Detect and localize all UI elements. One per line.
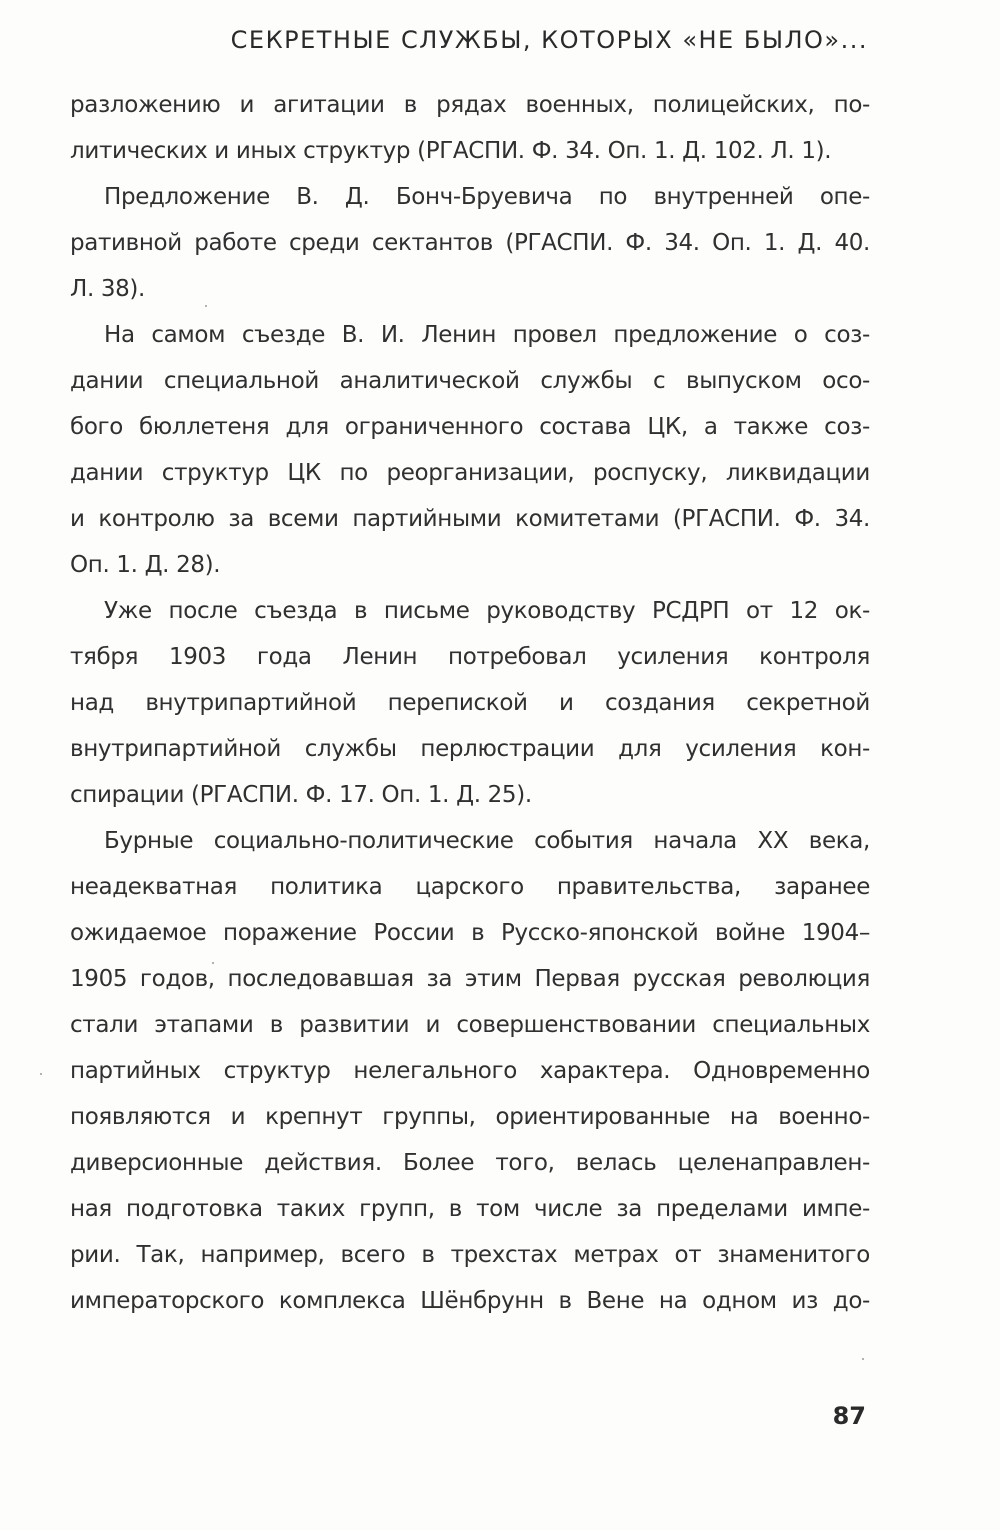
text-line: 1905 годов, последовавшая за этим Первая русская революция [70, 966, 870, 992]
text-line: диверсионные действия. Более того, велась целенаправлен- [70, 1150, 870, 1176]
text-line: На самом съезде В. И. Ленин провел предложение о соз- [104, 322, 870, 348]
text-line: Оп. 1. Д. 28). [70, 552, 221, 578]
text-line: внутрипартийной службы перлюстрации для усиления кон- [70, 736, 870, 762]
text-line: спирации (РГАСПИ. Ф. 17. Оп. 1. Д. 25). [70, 782, 532, 808]
text-line: появляются и крепнут группы, ориентированные на военно- [70, 1104, 870, 1130]
text-line: ная подготовка таких групп, в том числе за пределами импе- [70, 1196, 870, 1222]
scan-speck [40, 1073, 42, 1075]
scan-speck [212, 962, 214, 964]
text-line: Бурные социально-политические события начала XX века, [104, 828, 870, 854]
text-line: ративной работе среди сектантов (РГАСПИ. Ф. 34. Оп. 1. Д. 40. [70, 230, 870, 256]
scan-speck [862, 1358, 864, 1360]
text-line: бого бюллетеня для ограниченного состава ЦК, а также соз- [70, 414, 870, 440]
text-line: дании структур ЦК по реорганизации, роспуску, ликвидации [70, 460, 870, 486]
text-line: неадекватная политика царского правительства, заранее [70, 874, 870, 900]
text-line: над внутрипартийной перепиской и создания секретной [70, 690, 870, 716]
scan-speck [205, 305, 207, 307]
running-head: СЕКРЕТНЫЕ СЛУЖБЫ, КОТОРЫХ «НЕ БЫЛО»... [230, 26, 868, 54]
text-line: ожидаемое поражение России в Русско-японской войне 1904– [70, 920, 870, 946]
text-line: рии. Так, например, всего в трехстах метрах от знаменитого [70, 1242, 870, 1268]
text-line: разложению и агитации в рядах военных, полицейских, по- [70, 92, 870, 118]
text-line: партийных структур нелегального характера. Одновременно [70, 1058, 870, 1084]
text-line: тября 1903 года Ленин потребовал усиления контроля [70, 644, 870, 670]
text-line: Уже после съезда в письме руководству РСДРП от 12 ок- [104, 598, 870, 624]
text-line: литических и иных структур (РГАСПИ. Ф. 34. Оп. 1. Д. 102. Л. 1). [70, 138, 832, 164]
text-line: и контролю за всеми партийными комитетами (РГАСПИ. Ф. 34. [70, 506, 870, 532]
text-line: дании специальной аналитической службы с выпуском осо- [70, 368, 870, 394]
text-line: императорского комплекса Шёнбрунн в Вене на одном из до- [70, 1288, 870, 1314]
page-number: 87 [832, 1402, 866, 1430]
body-text [70, 82, 870, 1324]
text-line: Предложение В. Д. Бонч-Бруевича по внутренней опе- [104, 184, 870, 210]
text-line: стали этапами в развитии и совершенствовании специальных [70, 1012, 870, 1038]
text-line: Л. 38). [70, 276, 146, 302]
